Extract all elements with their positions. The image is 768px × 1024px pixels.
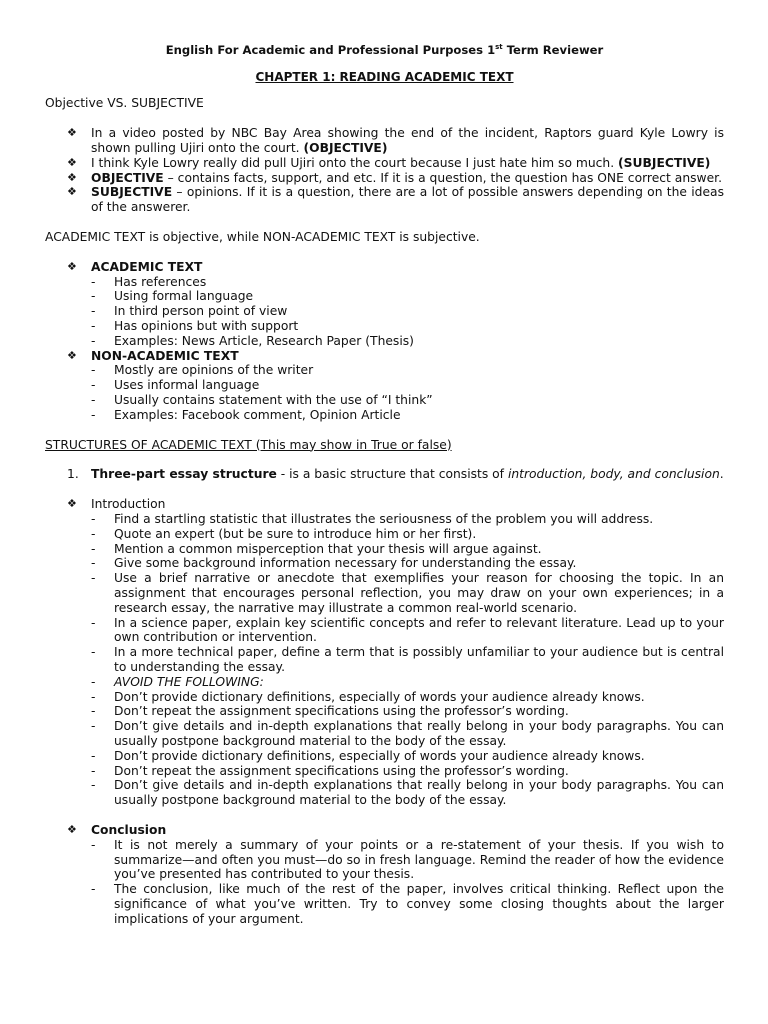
- list-item: ❖ Conclusion - It is not merely a summary of your points or a re-statement of your thesis. If you wish to summarize—and often you must—do so in fresh language. Remind the reader of how the evidence you’ve presented has contributed to your thesis. - The conclusion, like much of the rest of the paper, involves critical thinking. Reflect upon the significance of what you’ve written. Try to convey some closing thoughts about the larger implications of your argument.: [67, 822, 724, 926]
- list-item: ❖ I think Kyle Lowry really did pull Ujiri onto the court because I just hate him so much. (SUBJECTIVE): [67, 155, 711, 170]
- list-item: - Quote an expert (but be sure to introduce him or her first).: [91, 526, 477, 541]
- diamond-bullet-icon: ❖: [67, 170, 77, 184]
- academic-text-list: [45, 260, 724, 423]
- list-item: - Mostly are opinions of the writer: [91, 363, 314, 378]
- list-item: - Using formal language: [91, 289, 254, 304]
- diamond-bullet-icon: ❖: [67, 185, 77, 199]
- diamond-bullet-icon: ❖: [67, 497, 77, 511]
- diamond-bullet-icon: ❖: [67, 259, 77, 273]
- list-item: - Find a startling statistic that illustrates the seriousness of the problem you will address.: [91, 511, 654, 526]
- list-item: - Don’t give details and in-depth explanations that really belong in your body paragraphs. You can usually postpone background material to the body of the essay.: [91, 778, 724, 808]
- list-item: - The conclusion, like much of the rest of the paper, involves critical thinking. Reflect upon the significance of what you’ve written. Try to convey some closing thoughts about the larger implications of your argument.: [91, 882, 724, 926]
- list-item: - In a more technical paper, define a term that is possibly unfamiliar to your audience but is central to understanding the essay.: [91, 645, 724, 674]
- list-item: - Usually contains statement with the use of “I think”: [91, 393, 433, 407]
- list-item: - It is not merely a summary of your points or a re-statement of your thesis. If you wish to summarize—and often you must—do so in fresh language. Remind the reader of how the evidence you’ve presented has contributed to your thesis.: [91, 837, 724, 882]
- structures-list: [45, 467, 724, 482]
- objective-heading: Objective VS. SUBJECTIVE: [45, 96, 204, 111]
- academic-statement: ACADEMIC TEXT is objective, while NON-ACADEMIC TEXT is subjective.: [45, 230, 480, 245]
- list-item: - In third person point of view: [91, 304, 288, 319]
- list-item: - Mention a common misperception that your thesis will argue against.: [91, 541, 542, 556]
- introduction-list: [45, 497, 724, 808]
- list-item: - Has references: [91, 274, 207, 289]
- list-item: ❖ SUBJECTIVE – opinions. If it is a question, there are a lot of possible answers depending on the ideas of the answerer.: [67, 185, 724, 215]
- list-item: - Examples: News Article, Research Paper (Thesis): [91, 333, 414, 348]
- document-title: English For Academic and Professional Purposes 1st Term Reviewer: [165, 42, 604, 57]
- list-item: - Don’t give details and in-depth explanations that really belong in your body paragraphs. You can usually postpone background material to the body of the essay.: [91, 719, 724, 748]
- list-item: - Has opinions but with support: [91, 319, 299, 334]
- list-item: - Don’t provide dictionary definitions, especially of words your audience already knows.: [91, 689, 645, 704]
- list-item: 1. Three-part essay structure - is a basic structure that consists of introduction, body, and conclusion.: [67, 467, 724, 482]
- list-item: ❖ NON-ACADEMIC TEXT - Mostly are opinions of the writer - Uses informal language - Usually contains statement with the use of “I think” - Examples: Facebook comment, Opinion Article: [67, 349, 724, 423]
- list-item: - Give some background information necessary for understanding the essay.: [91, 556, 577, 571]
- list-item: - Don’t repeat the assignment specifications using the professor’s wording.: [91, 763, 569, 778]
- list-item: ❖ In a video posted by NBC Bay Area showing the end of the incident, Raptors guard Kyle Lowry is shown pulling Ujiri onto the court. (OBJECTIVE): [67, 126, 724, 156]
- list-item: - Examples: Facebook comment, Opinion Article: [91, 407, 401, 422]
- conclusion-list: [45, 823, 724, 927]
- list-item: - Don’t repeat the assignment specifications using the professor’s wording.: [91, 704, 569, 719]
- diamond-bullet-icon: ❖: [67, 126, 77, 140]
- structures-heading: STRUCTURES OF ACADEMIC TEXT (This may show in True or false): [45, 437, 452, 452]
- list-item: - Don’t provide dictionary definitions, especially of words your audience already knows.: [91, 748, 645, 763]
- diamond-bullet-icon: ❖: [67, 822, 77, 836]
- list-item: ❖ Introduction - Find a startling statistic that illustrates the seriousness of the problem you will address. - Quote an expert (but be sure to introduce him or her first). - Mention a common misperception that your thesis will argue against. - Give some background information necessary for understanding the essay. - Use a brief narrative or anecdote that exemplifies your reason for choosing the topic. In an assignment that encourages personal reflection, you may draw on your own experiences; in a research essay, the narrative may illustrate a common real-world scenario. - In a science paper, explain key scientific concepts and refer to relevant literature. Lead up to your own contribution or intervention. - In a more technical paper, define a term that is possibly unfamiliar to your audience but is central to understanding the essay. - AVOID THE FOLLOWING: - Don’t provide dictionary definitions, especially of words your audience already knows. - Don’t repeat the assignment specifications using the professor’s wording. - Don’t give details and in-depth explanations that really belong in your body paragraphs. You can usually postpone background material to the body of the essay. - Don’t provide dictionary definitions, especially of words your audience already knows. - Don’t repeat the assignment specifications using the professor’s wording. - Don’t give details and in-depth explanations that really belong in your body paragraphs. You can usually postpone background material to the body of the essay.: [67, 497, 724, 808]
- list-item: - Uses informal language: [91, 378, 260, 393]
- list-item: - Use a brief narrative or anecdote that exemplifies your reason for choosing the topic. In an assignment that encourages personal reflection, you may draw on your own experiences; in a research essay, the narrative may illustrate a common real-world scenario.: [91, 571, 724, 615]
- diamond-bullet-icon: ❖: [67, 348, 77, 362]
- objective-list: [45, 126, 724, 215]
- list-item: - In a science paper, explain key scientific concepts and refer to relevant literature. Lead up to your own contribution or intervention.: [91, 615, 724, 645]
- list-item: ❖ OBJECTIVE – contains facts, support, and etc. If it is a question, the question has ONE correct answer.: [67, 170, 722, 185]
- list-item: - AVOID THE FOLLOWING:: [91, 674, 264, 689]
- chapter-heading: CHAPTER 1: READING ACADEMIC TEXT: [255, 69, 514, 84]
- diamond-bullet-icon: ❖: [67, 155, 77, 169]
- list-item: ❖ ACADEMIC TEXT - Has references - Using formal language - In third person point of view - Has opinions but with support - Examples: News Article, Research Paper (Thesis): [67, 260, 724, 349]
